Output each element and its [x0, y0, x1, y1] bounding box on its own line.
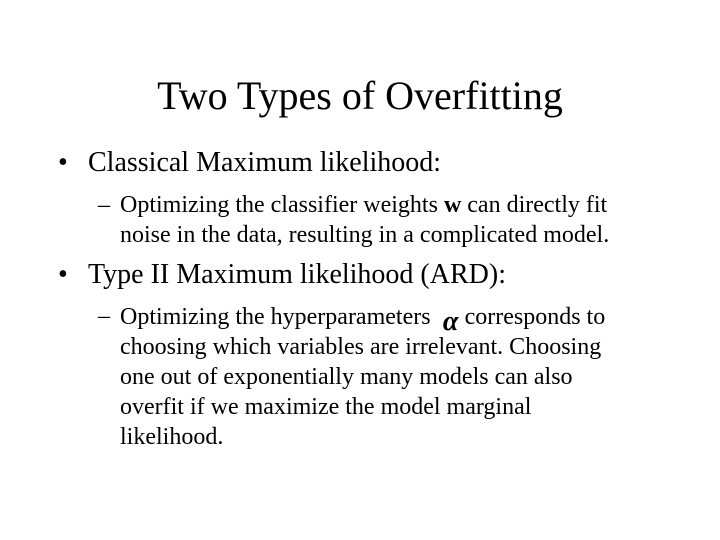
sub-text: corresponds to [464, 304, 606, 330]
sub-line: one out of exponentially many models can also [120, 364, 573, 390]
sub-dash: – [98, 192, 110, 218]
sub-dash: – [98, 303, 110, 329]
sub-line: overfit if we maximize the model marginal [120, 394, 532, 420]
bullet-type2-ml [58, 258, 506, 292]
sub-bullet-classical-ml [98, 190, 609, 250]
bullet-dot: • [58, 147, 68, 178]
sub-text: Optimizing the hyperparameters [120, 304, 437, 330]
sub-line: noise in the data, resulting in a complicated model. [120, 222, 610, 248]
weights-symbol: w [443, 192, 462, 218]
sub-line: choosing which variables are irrelevant. Choosing [120, 334, 602, 360]
bullet-dot: • [58, 259, 68, 290]
sub-text: can directly fit [461, 192, 608, 218]
sub-line [98, 190, 609, 220]
alpha-symbol: α [442, 306, 459, 337]
bullet-text: Type II Maximum likelihood (ARD): [88, 259, 506, 290]
slide-title: Two Types of Overfitting [157, 73, 563, 118]
sub-line [98, 301, 606, 337]
bullet-classical-ml [58, 146, 441, 180]
sub-bullet-type2-ml [98, 301, 605, 452]
bullet-text: Classical Maximum likelihood: [88, 147, 442, 178]
sub-text: Optimizing the classifier weights [120, 192, 444, 218]
sub-line: likelihood. [120, 424, 224, 450]
